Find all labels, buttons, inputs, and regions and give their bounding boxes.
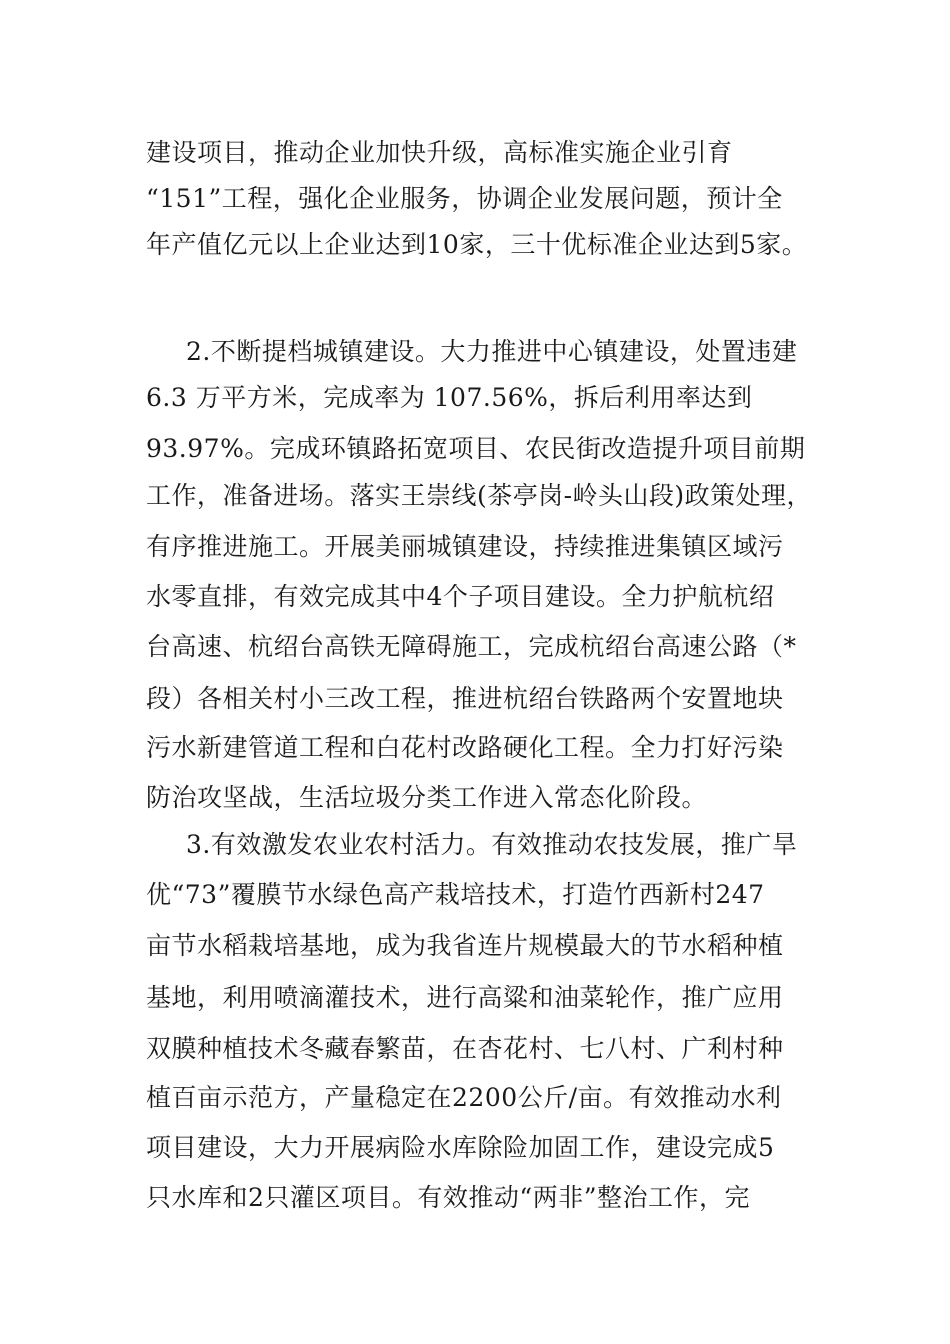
paragraph-3-line-6: 植百亩示范方，产量稳定在2200公斤/亩。有效推动水利	[146, 1083, 782, 1112]
paragraph-3-line-8: 只水库和2只灌区项目。有效推动“两非”整治工作，完	[146, 1183, 750, 1212]
paragraph-1-line-3: 年产值亿元以上企业达到10家，三十优标准企业达到5家。	[146, 230, 808, 259]
paragraph-2-line-4: 工作，准备进场。落实王崇线(茶亭岗-岭头山段)政策处理，	[146, 481, 812, 510]
paragraph-1-line-1: 建设项目，推动企业加快升级，高标准实施企业引育	[146, 138, 733, 167]
paragraph-3-line-4: 基地，利用喷滴灌技术，进行高粱和油菜轮作，推广应用	[146, 983, 784, 1012]
paragraph-2-line-8: 段）各相关村小三改工程，推进杭绍台铁路两个安置地块	[146, 684, 784, 713]
paragraph-2-line-1: 2.不断提档城镇建设。大力推进中心镇建设，处置违建	[186, 337, 798, 366]
paragraph-2-line-6: 水零直排，有效完成其中4个子项目建设。全力护航杭绍	[146, 582, 775, 611]
paragraph-3-line-2: 优“73”覆膜节水绿色高产栽培技术，打造竹西新村247	[146, 880, 765, 909]
paragraph-3-line-7: 项目建设，大力开展病险水库除险加固工作，建设完成5	[146, 1133, 775, 1162]
paragraph-1-line-2: “151”工程，强化企业服务，协调企业发展问题，预计全	[146, 184, 783, 213]
paragraph-2-line-7: 台高速、杭绍台高铁无障碍施工，完成杭绍台高速公路（*	[146, 632, 797, 661]
paragraph-2-line-5: 有序推进施工。开展美丽城镇建设，持续推进集镇区域污	[146, 532, 784, 561]
paragraph-2-line-2: 6.3 万平方米，完成率为 107.56%，拆后利用率达到	[146, 383, 753, 412]
paragraph-2-line-3: 93.97%。完成环镇路拓宽项目、农民街改造提升项目前期	[146, 434, 806, 463]
paragraph-2-line-9: 污水新建管道工程和白花村改路硬化工程。全力打好污染	[146, 733, 784, 762]
paragraph-2-line-10: 防治攻坚战，生活垃圾分类工作进入常态化阶段。	[146, 783, 708, 812]
paragraph-3-line-5: 双膜种植技术冬藏春繁苗，在杏花村、七八村、广利村种	[146, 1034, 784, 1063]
paragraph-3-line-3: 亩节水稻栽培基地，成为我省连片规模最大的节水稻种植	[146, 931, 784, 960]
paragraph-3-line-1: 3.有效激发农业农村活力。有效推动农技发展，推广旱	[186, 830, 798, 859]
